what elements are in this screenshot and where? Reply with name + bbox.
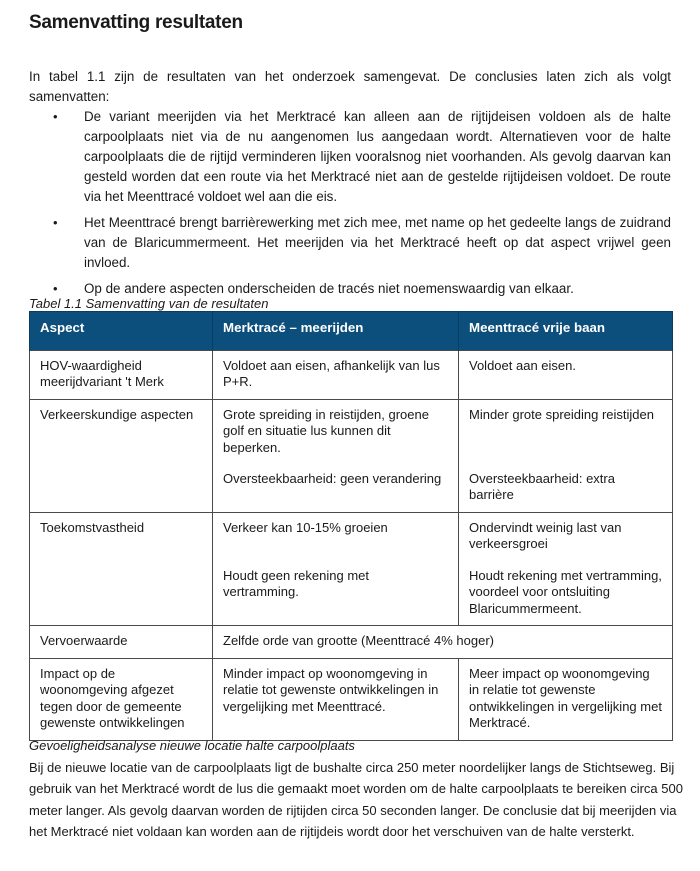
merktrace-cell bbox=[213, 399, 459, 512]
meenttrace-cell bbox=[459, 512, 673, 626]
cell-text: Voldoet aan eisen. bbox=[469, 357, 576, 373]
conclusion-item bbox=[29, 213, 671, 273]
meenttrace-cell bbox=[459, 350, 673, 399]
cell-text: Houdt geen rekening met vertramming. bbox=[223, 567, 369, 599]
conclusion-item bbox=[29, 107, 671, 207]
aspect-cell bbox=[30, 626, 213, 659]
aspect-cell bbox=[30, 658, 213, 740]
bullet-icon: • bbox=[53, 215, 58, 230]
column-header-merktrace: Merktracé – meerijden bbox=[213, 312, 459, 351]
cell-text: Meer impact op woonomgeving in relatie tot gewenste ontwikkelingen in vergelijking met Merktracé. bbox=[469, 665, 662, 730]
aspect-text: Verkeerskundige aspecten bbox=[40, 406, 194, 422]
sensitivity-heading: Gevoeligheidsanalyse nieuwe locatie halte carpoolplaats bbox=[29, 738, 355, 753]
aspect-cell bbox=[30, 399, 213, 512]
table-header-row bbox=[30, 312, 673, 351]
table-row bbox=[30, 399, 673, 512]
results-table bbox=[29, 311, 673, 741]
cell-text: Oversteekbaarheid: extra barrière bbox=[469, 470, 615, 502]
cell-text: Verkeer kan 10-15% groeien bbox=[223, 519, 388, 535]
bullet-icon: • bbox=[53, 109, 58, 124]
table-row bbox=[30, 350, 673, 399]
cell-text: Ondervindt weinig last van verkeersgroei bbox=[469, 519, 622, 551]
aspect-text: Vervoerwaarde bbox=[40, 633, 128, 648]
table-row bbox=[30, 512, 673, 626]
aspect-cell bbox=[30, 512, 213, 626]
merktrace-cell bbox=[213, 350, 459, 399]
intro-paragraph: In tabel 1.1 zijn de resultaten van het onderzoek samengevat. De conclusies laten zich als volgt samenvatten: bbox=[29, 69, 671, 104]
conclusion-text: Het Meenttracé brengt barrièrewerking met zich mee, met name op het gedeelte langs de zuidrand van de Blaricummermeent. Het meerijden via het Merktracé heeft op dat aspect vrijwel geen invloed. bbox=[84, 215, 671, 270]
aspect-text: Impact op de woonomgeving afgezet tegen door de gemeente gewenste ontwikkelingen bbox=[40, 665, 185, 730]
cell-text: Minder grote spreiding reistijden bbox=[469, 406, 654, 422]
sensitivity-paragraph: Bij de nieuwe locatie van de carpoolplaats ligt de bushalte circa 250 meter noordelijker langs de Stichtseweg. Bij gebruik van het Merktracé wordt de lus die gemaakt moet worden om de halte carpoolplaats te bereiken circa 500 meter langer. Als gevolg daarvan worden de rijtijden circa 50 seconden langer. De conclusie dat bij meerijden via het Merktracé niet voldaan kan worden aan de rijtijdeis wordt door het verschuiven van de halte versterkt. bbox=[29, 760, 683, 839]
table-row bbox=[30, 626, 673, 659]
cell-text: Oversteekbaarheid: geen verandering bbox=[223, 471, 442, 486]
meenttrace-cell bbox=[459, 399, 673, 512]
aspect-text: HOV-waardigheid meerijdvariant 't Merk bbox=[40, 357, 164, 389]
column-header-meenttrace: Meenttracé vrije baan bbox=[459, 312, 673, 351]
aspect-cell bbox=[30, 350, 213, 399]
merged-value-cell bbox=[213, 626, 673, 659]
column-header-aspect: Aspect bbox=[30, 312, 213, 351]
conclusion-text: Op de andere aspecten onderscheiden de tracés niet noemenswaardig van elkaar. bbox=[84, 281, 574, 296]
table-caption: Tabel 1.1 Samenvatting van de resultaten bbox=[29, 296, 269, 311]
cell-text: Voldoet aan eisen, afhankelijk van lus P+R. bbox=[223, 357, 440, 389]
merktrace-cell bbox=[213, 658, 459, 740]
meenttrace-cell bbox=[459, 658, 673, 740]
section-title: Samenvatting resultaten bbox=[29, 12, 243, 33]
merktrace-cell bbox=[213, 512, 459, 626]
conclusion-text: De variant meerijden via het Merktracé kan alleen aan de rijtijdeisen voldoen als de halte carpoolplaats niet via de nu aangenomen lus aangedaan wordt. Alternatieven voor de halte carpoolplaats die de rijtijd verminderen lijken vooralsnog niet voorhanden. Als gevolg daarvan kan gesteld worden dat een route via het Merktracé niet aan de gestelde rijtijdeisen voldoet. De route via het Meenttracé voldoet wel aan die eis. bbox=[84, 109, 671, 204]
conclusion-list bbox=[29, 107, 671, 305]
cell-text: Minder impact op woonomgeving in relatie tot gewenste ontwikkelingen in vergelijking met Meenttracé. bbox=[223, 665, 439, 714]
aspect-text: Toekomstvastheid bbox=[40, 519, 145, 535]
cell-text: Zelfde orde van grootte (Meenttracé 4% hoger) bbox=[223, 633, 494, 648]
bullet-icon: • bbox=[53, 281, 58, 296]
cell-text: Houdt rekening met vertramming, voordeel voor ontsluiting Blaricummermeent. bbox=[469, 567, 662, 616]
cell-text: Grote spreiding in reistijden, groene golf en situatie lus kunnen dit beperken. bbox=[223, 406, 429, 455]
table-row bbox=[30, 658, 673, 740]
